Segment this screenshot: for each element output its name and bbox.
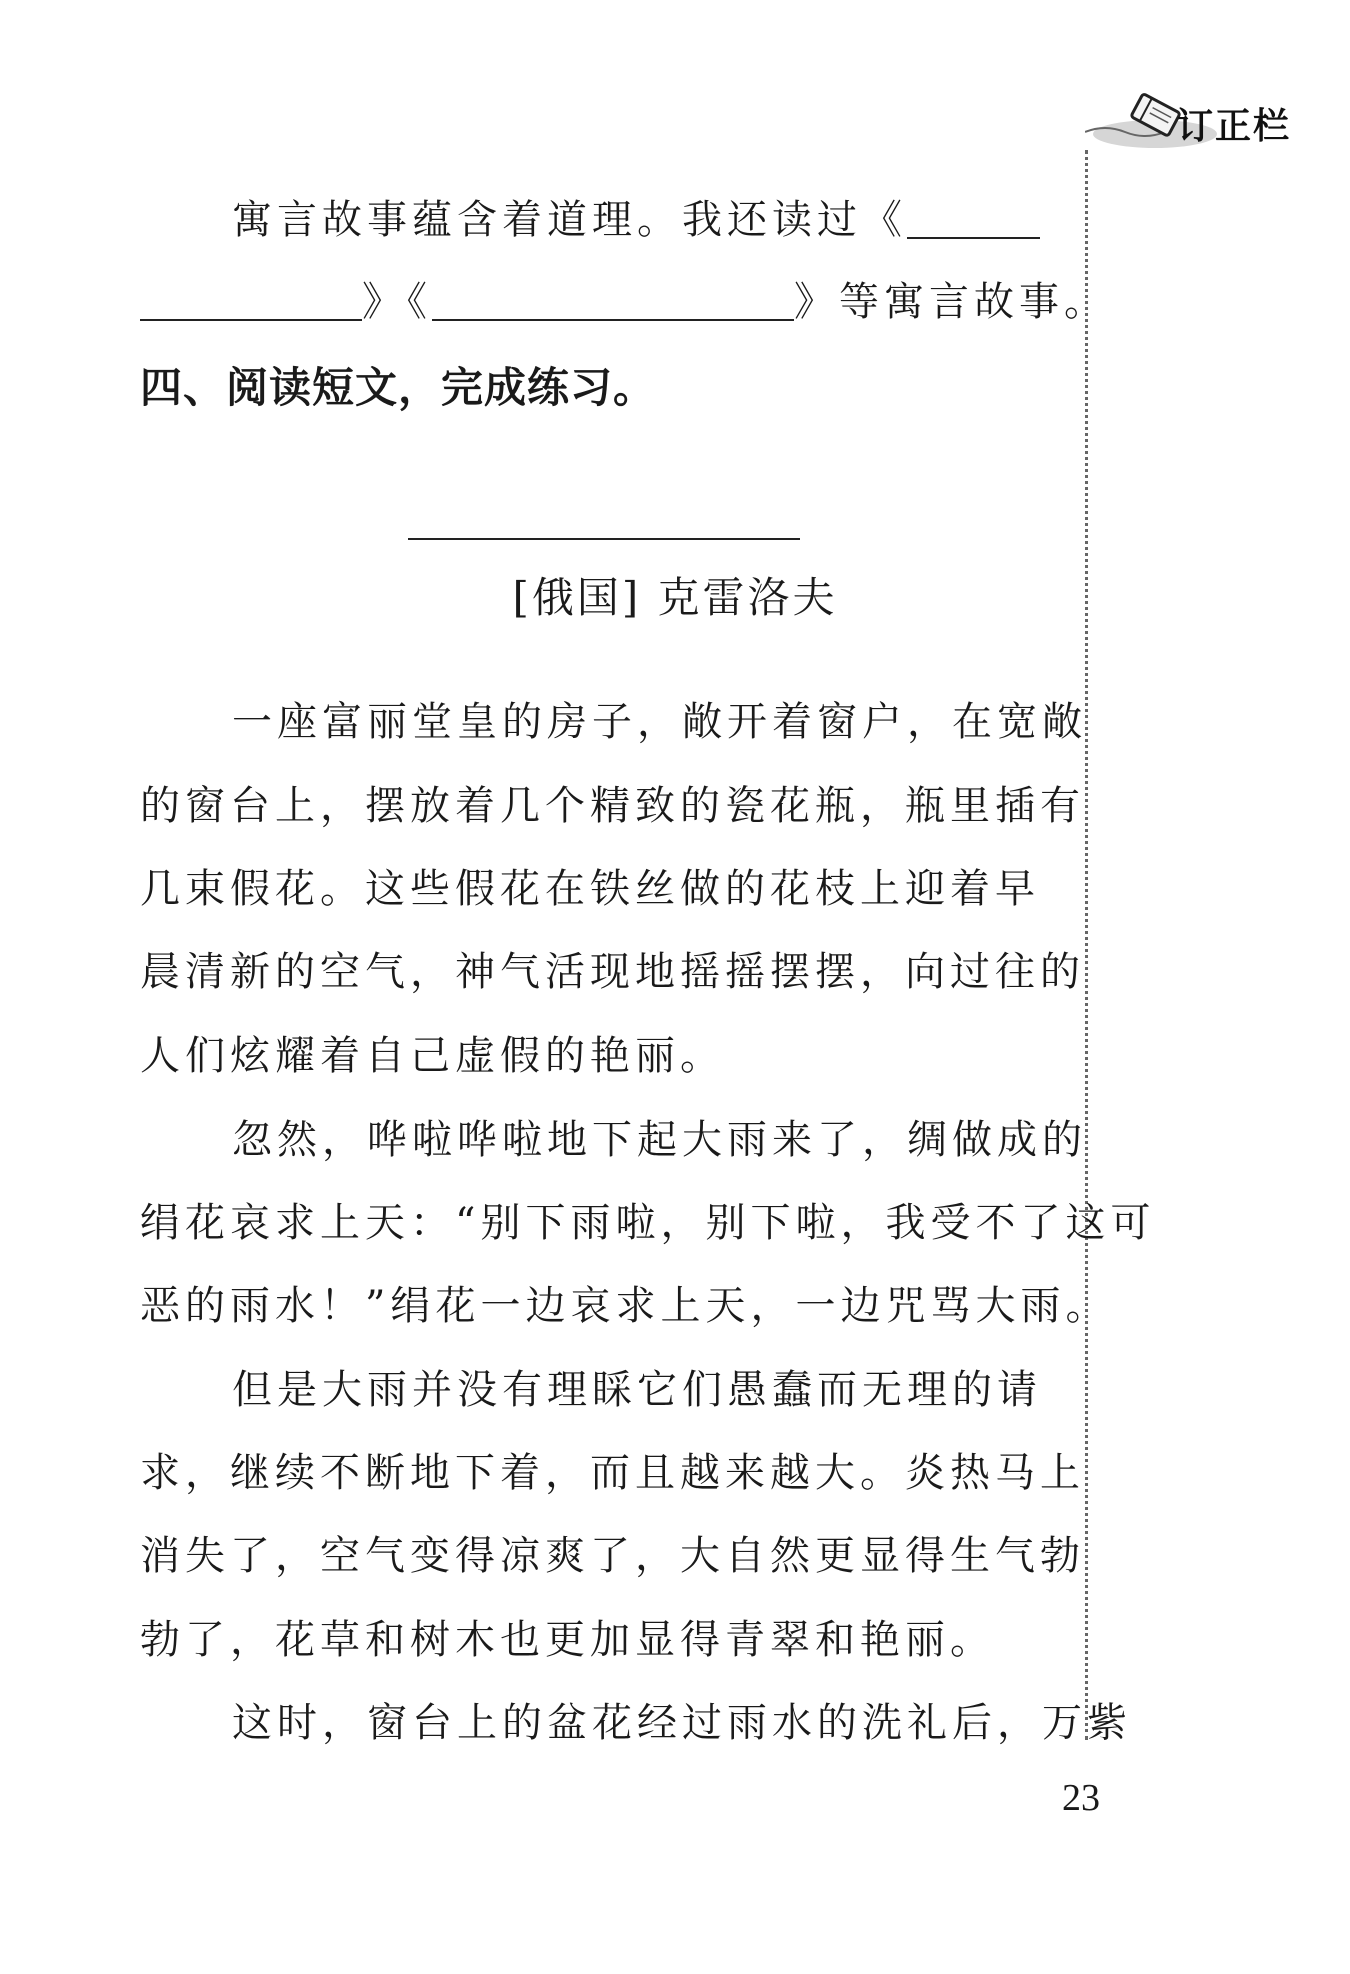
passage-line: 恶的雨水！”绢花一边哀求上天，一边咒骂大雨。 bbox=[140, 1283, 1111, 1329]
passage-line: 勃了，花草和树木也更加显得青翠和艳丽。 bbox=[140, 1617, 995, 1663]
section-heading: 四、阅读短文，完成练习。 bbox=[140, 363, 657, 412]
passage-line: 忽然，哗啦哗啦地下起大雨来了，绸做成的 bbox=[232, 1117, 1087, 1163]
passage-line: 一座富丽堂皇的房子，敞开着窗户，在宽敞 bbox=[232, 699, 1087, 745]
passage-line: 人们炫耀着自己虚假的艳丽。 bbox=[140, 1033, 725, 1079]
page-number: 23 bbox=[1062, 1777, 1100, 1819]
passage-title-blank[interactable] bbox=[408, 538, 800, 540]
correction-divider bbox=[1085, 150, 1088, 1740]
fill-in-line-1: 寓言故事蕴含着道理。我还读过《 bbox=[232, 194, 1040, 246]
correction-column-header bbox=[1085, 88, 1325, 158]
passage-line: 消失了，空气变得凉爽了，大自然更显得生气勃 bbox=[140, 1533, 1085, 1579]
book-title-blank-2[interactable] bbox=[432, 279, 794, 321]
passage-line: 晨清新的空气，神气活现地摇摇摆摆，向过往的 bbox=[140, 949, 1085, 995]
passage-line: 绢花哀求上天：“别下雨啦，别下啦，我受不了这可 bbox=[140, 1200, 1156, 1246]
author-line: [俄国] 克雷洛夫 bbox=[512, 573, 838, 622]
book-title-blank-1b[interactable] bbox=[140, 279, 362, 321]
correction-column-label: 订正栏 bbox=[1177, 106, 1292, 147]
passage-line: 几束假花。这些假花在铁丝做的花枝上迎着早 bbox=[140, 866, 1040, 912]
passage-line: 但是大雨并没有理睬它们愚蠢而无理的请 bbox=[232, 1367, 1042, 1413]
fill-in-line-2: 》《 》等寓言故事。 bbox=[140, 276, 1109, 328]
passage-line: 这时，窗台上的盆花经过雨水的洗礼后，万紫 bbox=[232, 1700, 1132, 1746]
passage-line: 求，继续不断地下着，而且越来越大。炎热马上 bbox=[140, 1450, 1085, 1496]
book-title-blank-1a[interactable] bbox=[907, 197, 1040, 239]
passage-line: 的窗台上，摆放着几个精致的瓷花瓶，瓶里插有 bbox=[140, 783, 1085, 829]
